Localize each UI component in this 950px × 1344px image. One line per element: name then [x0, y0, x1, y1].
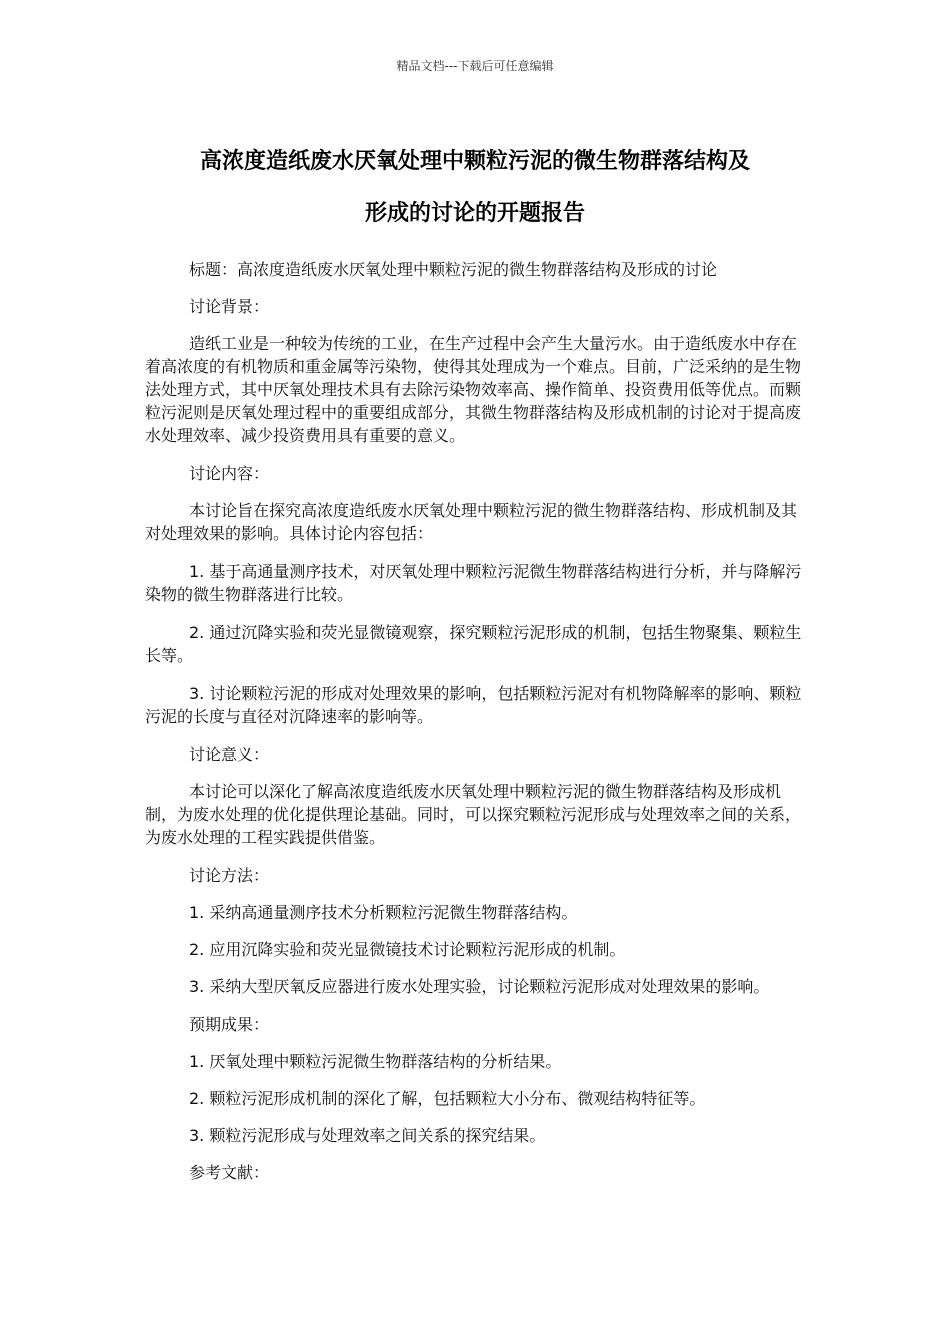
paragraph-content-intro: 本讨论旨在探究高浓度造纸废水厌氧处理中颗粒污泥的微生物群落结构、形成机制及其对处理效果的影响。具体讨论内容包括：	[145, 501, 798, 543]
result-item-1: 1. 厌氧处理中颗粒污泥微生物群落结构的分析结果。	[189, 1052, 562, 1071]
page-header: 精品文档---下载后可任意编辑	[396, 59, 554, 73]
paragraph-significance: 本讨论可以深化了解高浓度造纸废水厌氧处理中颗粒污泥的微生物群落结构及形成机制，为废水处理的优化提供理论基础。同时，可以探究颗粒污泥形成与处理效率之间的关系，为废水处理的工程实践提供借鉴。	[145, 782, 802, 847]
content-item-2: 2. 通过沉降实验和荧光显微镜观察，探究颗粒污泥形成的机制，包括生物聚集、颗粒生长等。	[145, 623, 802, 665]
section-heading-methods: 讨论方法：	[189, 866, 270, 885]
paragraph-background: 造纸工业是一种较为传统的工业，在生产过程中会产生大量污水。由于造纸废水中存在着高浓度的有机物质和重金属等污染物，使得其处理成为一个难点。目前，广泛采纳的是生物法处理方式，其中厌氧处理技术具有去除污染物效率高、操作简单、投资费用低等优点。而颗粒污泥则是厌氧处理过程中的重要组成部分，其微生物群落结构及形成机制的讨论对于提高废水处理效率、减少投资费用具有重要的意义。	[145, 334, 802, 445]
document-title	[120, 136, 830, 240]
title-statement: 标题：高浓度造纸废水厌氧处理中颗粒污泥的微生物群落结构及形成的讨论	[189, 260, 718, 279]
content-item-1: 1. 基于高通量测序技术，对厌氧处理中颗粒污泥微生物群落结构进行分析，并与降解污染物的微生物群落进行比较。	[145, 562, 802, 604]
method-item-2: 2. 应用沉降实验和荧光显微镜技术讨论颗粒污泥形成的机制。	[189, 940, 626, 959]
section-heading-significance: 讨论意义：	[189, 745, 270, 764]
method-item-1: 1. 采纳高通量测序技术分析颗粒污泥微生物群落结构。	[189, 903, 578, 922]
title-line-2: 形成的讨论的开题报告	[364, 201, 585, 226]
title-line-1: 高浓度造纸废水厌氧处理中颗粒污泥的微生物群落结构及	[199, 149, 750, 174]
section-heading-content: 讨论内容：	[189, 464, 270, 483]
section-heading-references: 参考文献：	[189, 1163, 270, 1182]
method-item-3: 3. 采纳大型厌氧反应器进行废水处理实验，讨论颗粒污泥形成对处理效果的影响。	[189, 977, 770, 996]
content-item-3: 3. 讨论颗粒污泥的形成对处理效果的影响，包括颗粒污泥对有机物降解率的影响、颗粒污泥的长度与直径对沉降速率的影响等。	[145, 684, 802, 726]
section-heading-expected-results: 预期成果：	[189, 1015, 270, 1034]
section-heading-background: 讨论背景：	[189, 297, 270, 316]
document-body	[145, 258, 805, 1198]
result-item-3: 3. 颗粒污泥形成与处理效率之间关系的探究结果。	[189, 1126, 546, 1145]
result-item-2: 2. 颗粒污泥形成机制的深化了解，包括颗粒大小分布、微观结构特征等。	[189, 1089, 706, 1108]
